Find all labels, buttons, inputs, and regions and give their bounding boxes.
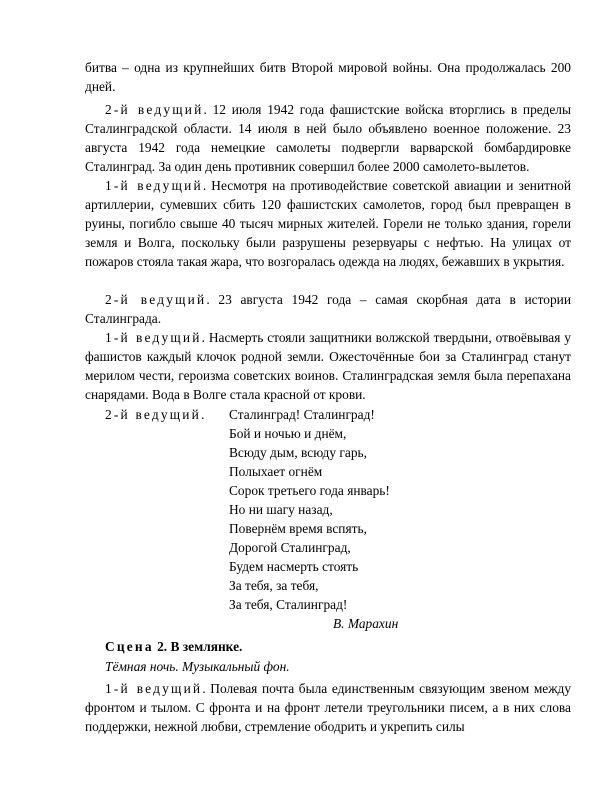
paragraph-august-23 [85,290,571,328]
paragraph-text: битва – одна из крупнейших битв Второй мировой войны. Она продолжалась 200 дней. [85,60,571,94]
paragraph-field-post [85,679,571,736]
poem-line: За тебя, за тебя, [229,578,319,593]
speaker-label: 2-й ведущий [105,292,207,307]
paragraph-july-1942 [85,100,571,176]
poem-stanza [229,405,559,614]
poem-line: Но ни шагу назад, [229,502,333,517]
poem-line: Дорогой Сталинград, [229,540,351,555]
poem-line: Сталинград! Сталинград! [229,407,375,422]
poem-line: Повернём время вспять, [229,521,367,536]
speaker-label: 1-й ведущий [105,178,203,193]
scene-title: 2. В землянке. [153,639,243,654]
paragraph-battle-duration [85,58,571,96]
paragraph-text: . Несмотря на противодействие советской авиации и зенитной артиллерии, сумевших сбить 120 фашистских самолетов, город был превращен в руины, погибло свыше 40 тысяч мирных жителей. Горели не только здания, горели земля и Волга, поскольку были разрушены резервуары с нефтью. На улицах от пожаров стояла такая жара, что возгоралась одежда на людях, бежавших в укрытия. [85,178,571,269]
speaker-label: 2-й ведущий [105,102,204,117]
paragraph-city-ruins [85,176,571,271]
paragraph-text: . 12 июля 1942 года фашистские войска вторглись в пределы Сталинградской области. 14 июля в ней было объявлено военное положение. 23 августа 1942 года немецкие самолеты подвергли варварской бомбардировке Сталинград. За один день противник совершил более 2000 самолето-вылетов. [85,102,571,174]
poem-line: Полыхает огнём [229,464,323,479]
poem-speaker: 2-й ведущий. [105,407,207,422]
scene-label: Сцена [105,639,154,654]
scene-heading [105,637,242,656]
poem-author: В. Марахин [333,616,399,631]
paragraph-defenders [85,328,571,404]
paragraph-text: . Полевая почта была единственным связующим звеном между фронтом и тылом. С фронта и на фронт летели треугольники писем, а в них слова поддержки, нежной любви, стремление ободрить и укрепить силы [85,681,572,734]
poem-line: Всюду дым, всюду гарь, [229,445,367,460]
paragraph-text: . Насмерть стояли защитники волжской твердыни, отвоёвывая у фашистов каждый клочок родной земли. Ожесточённые бои за Сталинград станут мерилом чести, героизма советских воинов. Сталинградская земля была перепахана снарядами. Вода в Волге стала красной от крови. [85,330,571,402]
poem-line: За тебя, Сталинград! [229,597,348,612]
poem-line: Сорок третьего года январь! [229,483,390,498]
poem-line: Будем насмерть стоять [229,559,359,574]
speaker-label: 1-й ведущий [105,330,202,345]
poem-line: Бой и ночью и днём, [229,426,347,441]
scene-subtitle: Тёмная ночь. Музыкальный фон. [105,659,290,674]
paragraph-text: . 23 августа 1942 года – самая скорбная дата в истории Сталинграда. [85,292,572,326]
speaker-label: 1-й ведущий [105,681,203,696]
